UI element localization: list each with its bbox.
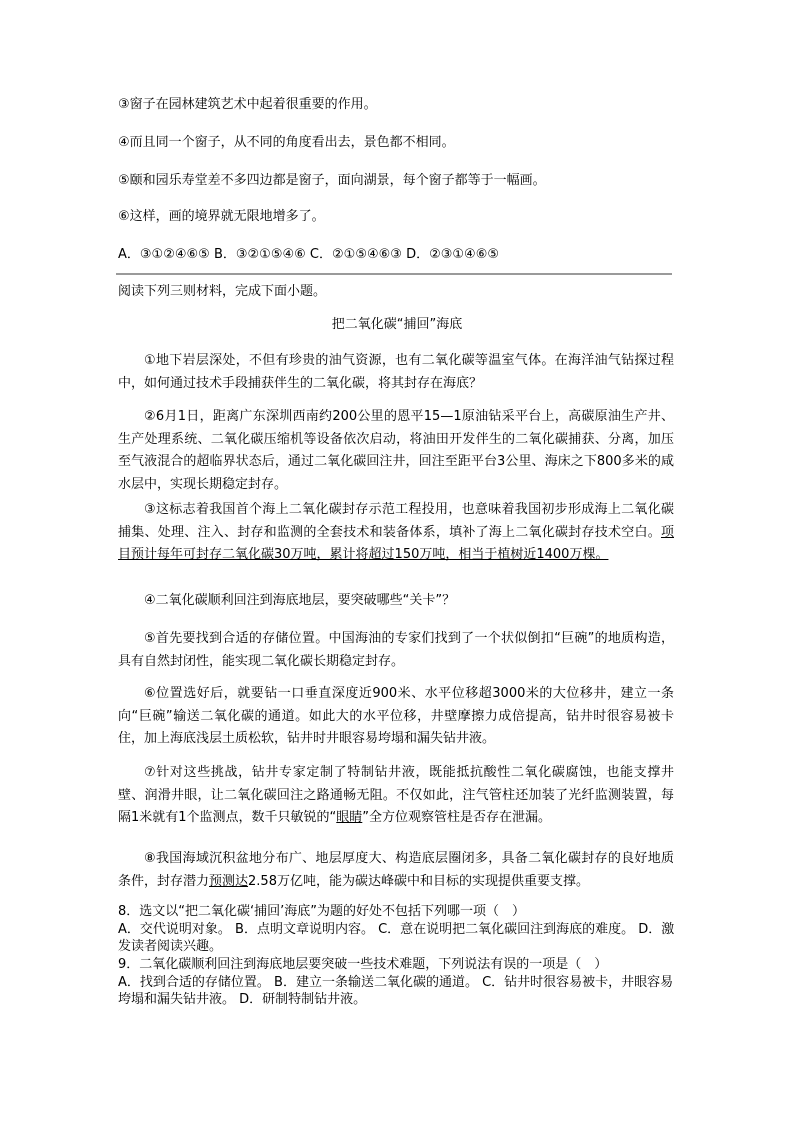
sentence-3: ③窗子在园林建筑艺术中起着很重要的作用。	[118, 97, 377, 112]
question-8	[118, 903, 678, 956]
sentence-5: ⑤颐和园乐寿堂差不多四边都是窗子，面向湖景，每个窗子都等于一幅画。	[118, 173, 546, 188]
paragraph-4: ④二氧化碳顺利回注到海底地层，要突破哪些“关卡”？	[144, 593, 456, 608]
sentence-6: ⑥这样，画的境界就无限地增多了。	[118, 209, 325, 224]
paragraph-3-text: ③这标志着我国首个海上二氧化碳封存示范工程投用，也意味着我国初步形成海上二氧化碳捕集、处理、注入、封存和监测的全套技术和装备体系，填补了海上二氧化碳封存技术空白。	[118, 502, 674, 540]
paragraph-5: ⑤首先要找到合适的存储位置。中国海油的专家们找到了一个状似倒扣“巨碗”的地质构造，具有自然封闭性，能实现二氧化碳长期稳定封存。	[118, 631, 674, 669]
paragraph-1: ①地下岩层深处，不但有珍贵的油气资源，也有二氧化碳等温室气体。在海洋油气钻探过程中，如何通过技术手段捕获伴生的二氧化碳，将其封存在海底？	[118, 353, 674, 391]
question-9-stem: 9．二氧化碳顺利回注到海底地层要突破一些技术难题，下列说法有误的一项是（ ）	[118, 957, 608, 972]
question-8-options: A．交代说明对象。 B．点明文章说明内容。 C．意在说明把二氧化碳回注到海底的难度。 D．激发读者阅读兴趣。	[118, 921, 675, 954]
question-9-options: A．找到合适的存储位置。 B．建立一条输送二氧化碳的通道。 C．钻井时很容易被卡，井眼容易垮塌和漏失钻井液。 D．研制特制钻井液。	[118, 974, 674, 1007]
paragraph-3-underlined: 项目预计每年可封存二氧化碳30万吨，累计将超过150万吨，相当于植树近1400万棵。	[118, 524, 674, 562]
paragraph-7-text-b: ”全方位观察管柱是否存在泄漏。	[362, 810, 552, 825]
section-intro: 阅读下列三则材料，完成下面小题。	[118, 284, 327, 299]
question-9	[118, 956, 678, 1009]
paragraph-8-text-b: 2.58万亿吨，能为碳达峰碳中和目标的实现提供重要支撑。	[248, 873, 589, 889]
paragraph-8	[118, 848, 674, 893]
paragraph-8-underlined: 预测达	[209, 873, 249, 889]
paragraph-7	[118, 762, 674, 830]
sentence-4: ④而且同一个窗子，从不同的角度看出去，景色都不相同。	[118, 135, 455, 150]
paragraph-7-text-a: ⑦针对这些挑战，钻井专家定制了特制钻井液，既能抵抗酸性二氧化碳腐蚀，也能支撑井壁、润滑井眼，让二氧化碳回注之路通畅无阻。不仅如此，注气管柱还加装了光纤监测装置，每隔1米就有1个监测点，数千只敏锐的“	[118, 765, 674, 825]
article-title: 把二氧化碳“捕回”海底	[331, 317, 463, 332]
question-8-stem: 8．选文以“把二氧化碳‘捕回’海底”为题的好处不包括下列哪一项（ ）	[118, 904, 526, 919]
paragraph-2: ②6月1日，距离广东深圳西南约200公里的恩平15—1原油钻采平台上，高碳原油生产井、生产处理系统、二氧化碳压缩机等设备依次启动，将油田开发伴生的二氧化碳捕获、分离，加压至气液混合的超临界状态后，通过二氧化碳回注井，回注至距平台3公里、海床之下800多米的咸水层中，实现长期稳定封存。	[118, 409, 674, 492]
paragraph-3	[118, 499, 674, 567]
paragraph-8-text-a: ⑧我国海域沉积盆地分布广、地层厚度大、构造底层圈闭多，具备二氧化碳封存的良好地质条件，封存潜力	[118, 851, 674, 889]
paragraph-6: ⑥位置选好后，就要钻一口垂直深度近900米、水平位移超3000米的大位移井，建立一条向“巨碗”输送二氧化碳的通道。如此大的水平位移，井壁摩擦力成倍提高，钻井时很容易被卡住，加上海底浅层土质松软，钻井时井眼容易垮塌和漏失钻井液。	[118, 686, 674, 746]
paragraph-7-underlined: 眼睛	[336, 810, 363, 825]
answer-options: A．③①②④⑥⑤ B．③②①⑤④⑥ C．②①⑤④⑥③ D．②③①④⑥⑤	[118, 247, 499, 262]
section-divider	[116, 273, 672, 275]
